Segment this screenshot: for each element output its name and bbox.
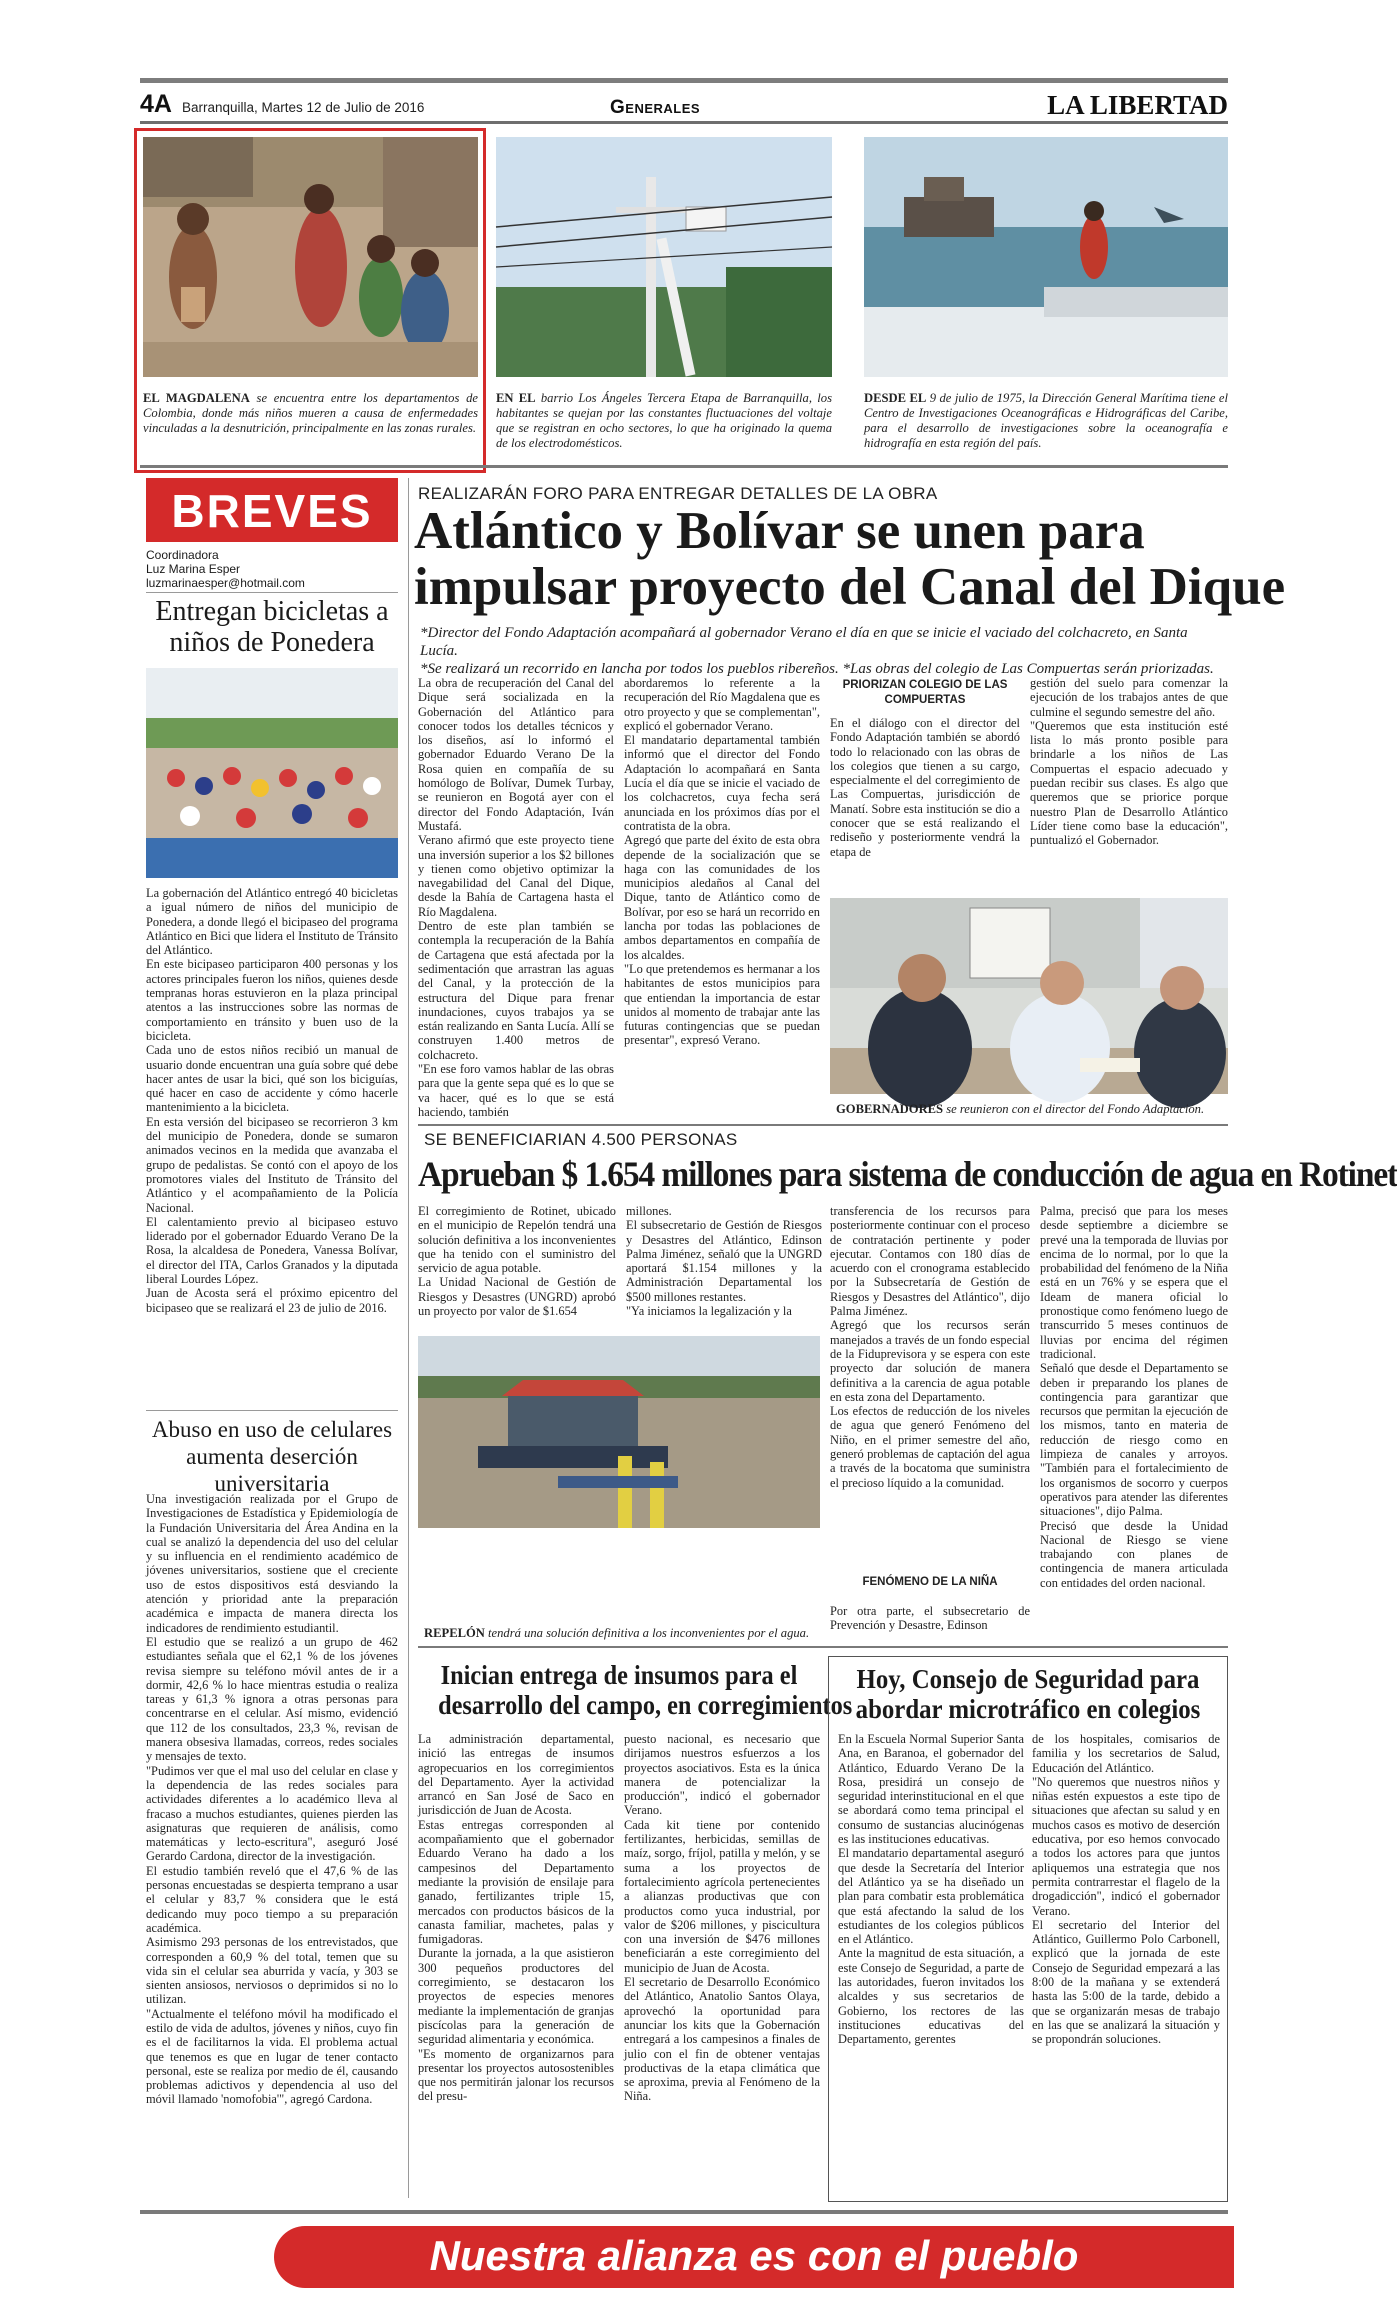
rotinet-column-3: transferencia de los recursos para posteriormente continuar con el proceso de contratación pertinente y poder ejecutar. Contamos con 180 días de acuerdo con el cronograma establecido por la Subsecretaría de Gestión de Riesgos y Desastres del Atlántico", dijo Palma Jiménez. Agregó que los recursos serán manejados a través de un fondo especial de la Fiduprevisora y se espera con este proyecto dar solución de manera definitiva a la carencia de agua potable en esta zona del Departamento. Los efectos de reducción de los niveles de agua que generó Fenómeno del Niño, en el primer semestre del año, generó problemas de captación del agua a través de la bocatoma que suministra el precioso líquido a la comunidad. bbox=[830, 1204, 1030, 1490]
consejo-column-2: de los hospitales, comisarios de familia y los secretarios de Salud, Educación del Atlántico. "No queremos que nuestros niños y niñas estén expuestos a este tipo de situaciones que afectan su salud y en muchos casos es motivo de deserción educativa, por eso hemos convocado a todos los actores para que juntos apliquemos una estrategia que nos permita contrarrestar el flagelo de la drogadicción", indicó el gobernador Verano. El secretario del Interior del Atlántico, Guillermo Polo Carbonell, explicó que la jornada de este Consejo de Seguridad empezará a las 8:00 de la mañana y se extenderá hasta las 5:00 de la tarde, debido a que se organizarán mesas de trabajo en las que se analizará la situación y se propondrán soluciones. bbox=[1032, 1732, 1220, 2047]
insumos-column-1: La administración departamental, inició las entregas de insumos agropecuarios en los corregimientos del Departamento. Ayer la actividad arrancó en San José de Saco en jurisdicción de Juan de Acosta. Estas entregas corresponden al acompañamiento que el gobernador Eduardo Verano ha dado a los campesinos del Departamento mediante la provisión de ensilaje para ganado, fertilizantes triple 15, mercados con productos básicos de la canasta familiar, machetes, palas y fumigadoras. Durante la jornada, a la que asistieron 300 pequeños productores del corregimiento, se destacaron los proyectos de especies menores mediante la implementación de granjas piscícolas para la generación de seguridad alimentaria y económica. "Es momento de organizarnos para presentar los proyectos autosostenibles que nos permitirán jalonar los recursos del presu- bbox=[418, 1732, 614, 2104]
photo-power-lines bbox=[496, 137, 832, 377]
breves-story1-body: La gobernación del Atlántico entregó 40 bicicletas a igual número de niños del municipio de Ponedera, a donde llegó el bicipaseo del programa Atlántico en Bici que lidera el Instituto de Tránsito del Atlántico. En este bicipaseo participaron 400 personas y los actores principales fueron los niños, quienes desde tempranas horas estuvieron en la plaza principal atentos a las instrucciones sobre las normas de comportamiento en tránsito y buen uso de la bicicleta. Cada uno de estos niños recibió un manual de usuario donde encuentran una guía sobre qué debe hacer antes de usar la bici, qué son los biciguías, qué hacer en caso de accidente y cómo hacerle mantenimiento a la bicicleta. En esta versión del bicipaseo se recorrieron 3 km del municipio de Ponedera, donde se sumaron animados vecinos en la medida que avanzaba el grupo de pedalistas. Se contó con el apoyo de los promotores viales del Instituto de Tránsito del Atlántico y el acompañamiento de la Policía Nacional. El calentamiento previo al bicipaseo estuvo liderado por el gobernador Eduardo Verano De la Rosa, la alcaldesa de Ponedera, Vanessa Bolívar, el director del ITA, Carlos Granados y la diputada liberal Lourdes López. Juan de Acosta será el próximo epicentro del bicipaseo que se realizará el 23 de julio de 2016. bbox=[146, 886, 398, 1315]
footer-slogan-banner bbox=[274, 2226, 1234, 2288]
rotinet-kicker: SE BENEFICIARIAN 4.500 PERSONAS bbox=[424, 1130, 738, 1149]
breves-banner bbox=[146, 478, 398, 542]
breves-coordinator-email[interactable]: luzmarinaesper@hotmail.com bbox=[146, 576, 305, 590]
photo-caption-repelon: REPELÓN tendrá una solución definitiva a los inconvenientes por el agua. bbox=[424, 1626, 810, 1640]
photo-children-magdalena bbox=[143, 137, 478, 377]
section-name: Generales bbox=[610, 97, 701, 118]
lead-column-3: En el diálogo con el director del Fondo Adaptación también se abordó todo lo relacionado con las obras de los colegios que tienen a su cargo, especialmente el del corregimiento de Las Compuertas, jurisdicción de Manatí. Sobre esta institución se dio a conocer que se está realizando el rediseño y posteriormente vendrá la etapa de bbox=[830, 716, 1020, 859]
page-number: 4A bbox=[140, 90, 172, 118]
rotinet-column-4: Palma, precisó que para los meses desde septiembre a diciembre se prevé una la temporada de lluvias por encima de lo normal, por lo que la probabilidad del fenómeno de la Niña está en un 76% y se espera que el Ideam de manera oficial lo pronostique como fenómeno luego de transcurrido 5 meses continuos de lluvias por encima del régimen tradicional. Señaló que desde el Departamento se deben ir preparando los planes de contingencia para garantizar que recursos que permitan la ejecución de los mismos, tanto en materia de reducción de riesgo como en limpieza de canales y arroyos. "También para el fortalecimiento de los organismos de socorro y cuerpos operativos para atender las diferentes situaciones", dijo Palma. Precisó que desde la Unidad Nacional de Riesgo se viene trabajando con planes de contingencia de manera articulada con entidades del orden nacional. bbox=[1040, 1204, 1228, 1590]
insumos-column-2: puesto nacional, es necesario que dirijamos nuestros esfuerzos a los proyectos asociativos. Esta es la única manera de potencializar la producción", indicó el gobernador Verano. Cada kit tiene por contenido fertilizantes, herbicidas, semillas de maíz, sorgo, fríjol, patilla y melón, y se suma a los proyectos de fortalecimiento agrícola pertenecientes a alianzas productivas que con productos como yuca industrial, por valor de $206 millones, y piscicultura con una inversión de $476 millones beneficiarán a este corregimiento del municipio de Juan de Acosta. El secretario de Desarrollo Económico del Atlántico, Anatolio Santos Olaya, aprovechó la oportunidad para anunciar los kits que la Gobernación entregará a los campesinos a finales de julio con el fin de obtener ventajas productivas de la etapa climática que se aproxima, previa al Fenómeno de la Niña. bbox=[624, 1732, 820, 2104]
insumos-headline-line1: Inician entrega de insumos para el bbox=[440, 1660, 798, 1690]
lead-bottom-rule bbox=[418, 1124, 1228, 1126]
rotinet-column-2: millones. El subsecretario de Gestión de Riesgos y Desastres del Atlántico, Edinson Palma Jiménez, señaló que la UNGRD aportará $1.154 millones y la Administración Departamental los $500 millones restantes. "Ya iniciamos la legalización y la bbox=[626, 1204, 822, 1319]
photo-caption-power-lines: EN EL barrio Los Ángeles Tercera Etapa de Barranquilla, los habitantes se quejan por las constantes fluctuaciones del voltaje que se registran en ocho sectores, lo que ha originado la quema de los electrodomésticos. bbox=[496, 391, 832, 450]
header-bottom-rule bbox=[140, 121, 1228, 124]
photo-maritime-ship bbox=[864, 137, 1228, 377]
lead-deck: *Director del Fondo Adaptación acompañará al gobernador Verano el día en que se inicie el vaciado del colchacreto, en Santa Lucía. *Se realizará un recorrido en lancha por todos los pueblos ribereños. *Las obras del colegio de Las Compuertas serán priorizadas. bbox=[420, 625, 1214, 677]
rotinet-column-3b: Por otra parte, el subsecretario de Prevención y Desastre, Edinson bbox=[830, 1604, 1030, 1633]
breves-story2-title: Abuso en uso de celulares aumenta deserción universitaria bbox=[151, 1417, 393, 1496]
lead-kicker: REALIZARÁN FORO PARA ENTREGAR DETALLES DE LA OBRA bbox=[418, 484, 938, 503]
breves-story1-title: Entregan bicicletas a niños de Ponedera bbox=[155, 596, 389, 658]
rotinet-bottom-rule bbox=[418, 1646, 1228, 1648]
breves-title: BREVES bbox=[171, 485, 373, 537]
header-top-rule bbox=[140, 78, 1228, 83]
photo-bicycles-ponedera bbox=[146, 668, 398, 878]
dateline: Barranquilla, Martes 12 de Julio de 2016 bbox=[182, 100, 425, 115]
consejo-headline-line1: Hoy, Consejo de Seguridad para bbox=[856, 1664, 1200, 1694]
footer-rule bbox=[140, 2210, 1228, 2214]
breves-column-divider bbox=[408, 478, 409, 2198]
breves-rule-2 bbox=[146, 1410, 398, 1411]
breves-rule-1 bbox=[146, 592, 398, 593]
brand-logo: LA LIBERTAD bbox=[1047, 90, 1228, 120]
lead-column-3-subhead: PRIORIZAN COLEGIO DE LAS COMPUERTAS bbox=[842, 679, 1008, 706]
lead-column-4: gestión del suelo para comenzar la ejecución de los trabajos antes de que culmine el segundo semestre del año. "Queremos que esta institución esté lista lo más pronto posible para brindarle a los niños de Las Compuertas el espacio adecuado y puedan recibir sus clases. Es algo que queremos que se priorice porque nuestro Plan de Desarrollo Atlántico Líder tiene como base la educación", puntualizó el Gobernador. bbox=[1030, 676, 1228, 848]
breves-coordinator-label: Coordinadora bbox=[146, 548, 219, 562]
breves-coordinator-name: Luz Marina Esper bbox=[146, 562, 241, 576]
insumos-headline-line2: desarrollo del campo, en corregimientos bbox=[438, 1690, 853, 1720]
photo-repelon-water bbox=[418, 1336, 820, 1528]
lead-headline-line1: Atlántico y Bolívar se unen para bbox=[414, 502, 1145, 560]
rotinet-column-3-subhead: FENÓMENO DE LA NIÑA bbox=[862, 1576, 998, 1588]
rotinet-headline: Aprueban $ 1.654 millones para sistema de conducción de agua en Rotinet bbox=[418, 1154, 1397, 1194]
photo-caption-maritime: DESDE EL 9 de julio de 1975, la Dirección General Marítima tiene el Centro de Investigaciones Oceanográficas e Hidrográficas del Caribe, para el desarrollo de investigaciones sobre la oceanografía e hidrografía en esta región del país. bbox=[864, 391, 1228, 450]
top-section-rule bbox=[140, 465, 1228, 468]
lead-column-2: abordaremos lo referente a la recuperación del Río Magdalena que es otro proyecto y que se complementan", explicó el gobernador Verano. El mandatario departamental también informó que el director del Fondo Adaptación lo acompañará en Santa Lucía el día que se inicie el vaciado de los colchacretos, cuya fecha será anunciada en los próximos días por el contratista de la obra. Agregó que parte del éxito de esta obra depende de la socialización que se haga con las comunidades de los municipios aledaños al Canal del Dique, tanto de Atlántico como de Bolívar, por eso se hará un recorrido en lancha por todas las poblaciones de ambos departamentos en compañía de los alcaldes. "Lo que pretendemos es hermanar a los habitantes de estos municipios para que entiendan la importancia de estar unidos al momento de trabajar ante las futuras contingencias que se puedan presentar", expresó Verano. bbox=[624, 676, 820, 1048]
lead-column-1: La obra de recuperación del Canal del Dique será socializada en la Gobernación del Atlántico para conocer todos los detalles técnicos y los diseños, así lo informó el gobernador Eduardo Verano De la Rosa quien en compañía de su homólogo de Bolívar, Dumek Turbay, se reunieron en Bogotá ayer con el director del Fondo Adaptación, Iván Mustafá. Verano afirmó que este proyecto tiene una inversión superior a los $2 billones y tienen como objetivo optimizar la navegabilidad del Canal del Dique, desde la Bahía de Cartagena hasta el Río Magdalena. Dentro de este plan también se contempla la recuperación de la Bahía de Cartagena que está afectada por la sedimentación que arrastran las aguas del Canal, y la protección de la estructura del Dique para frenar inundaciones, cuyos trabajos ya se están realizando en Santa Lucía. Allí se construyen 1.400 metros de colchacreto. "En ese foro vamos hablar de las obras para que la gente sepa qué es lo que se va hacer, qué es lo que se está haciendo, también bbox=[418, 676, 614, 1119]
lead-headline-line2: impulsar proyecto del Canal del Dique bbox=[414, 558, 1286, 616]
photo-caption-magdalena: EL MAGDALENA se encuentra entre los departamentos de Colombia, donde más niños mueren a causa de enfermedades vinculadas a la desnutrición, principalmente en las zonas rurales. bbox=[143, 391, 478, 435]
breves-story2-body: Una investigación realizada por el Grupo de Investigaciones de Estadística y Epidemiología de la Fundación Universitaria del Área Andina en la cual se analizó la dependencia del uso del celular y su influencia en el rendimiento académico de jóvenes universitarios, sostiene que el creciente uso de estos dispositivos está desviando la atención y prioridad ante la preparación académica e impacta de manera directa los indicadores de rendimiento estudiantil. El estudio que se realizó a un grupo de 462 estudiantes señala que el 62,1 % de los jóvenes revisa siempre su teléfono móvil antes de ir a dormir, 42,6 % lo hace mientras estudia o realiza tareas y 61,3 % ignora a otras personas para concentrarse en el celular. Así mismo, evidenció que 112 de los consultados, 23,3 %, revisan de manera obsesiva llamadas, correos, redes sociales y mensajes de texto. "Pudimos ver que el mal uso del celular en clase y la dependencia de las redes sociales para actividades diferentes a lo académico lleva al fracaso a muchos estudiantes, quienes pierden las asignaturas que requieren de análisis, como matemáticas y lecto-escritura", aseguró José Gerardo Cardona, director de la investigación. El estudio también reveló que el 47,6 % de las personas encuestadas se despierta temprano a usar el celular y 83,7 % considera que le está dedicando muy poco tiempo a su preparación académica. Asimismo 293 personas de los entrevistados, que corresponden a 60,9 % del total, temen que su vida sin el celular sea aburrida y vacía, y 303 se sienten ansiosos, nerviosos o deprimidos si no lo utilizan. "Actualmente el teléfono móvil ha modificado el estilo de vida de adultos, jóvenes y niños, cuyo fin es el de facilitarnos la vida. El problema actual que tenemos es que en lugar de tener contacto personal, este se realiza por medio de él, causando problemas adictivos y dependencia al uso del móvil llamado 'nomofobia'", agregó Cardona. bbox=[146, 1492, 398, 2107]
photo-caption-governors: GOBERNADORES se reunieron con el director del Fondo Adaptación. bbox=[836, 1102, 1205, 1116]
rotinet-column-1: El corregimiento de Rotinet, ubicado en el municipio de Repelón tendrá una solución definitiva a los inconvenientes que ha tenido con el suministro del servicio de agua potable. La Unidad Nacional de Gestión de Riesgos y Desastres (UNGRD) aprobó un proyecto por valor de $1.654 bbox=[418, 1204, 616, 1319]
consejo-column-1: En la Escuela Normal Superior Santa Ana, en Baranoa, el gobernador del Atlántico, Eduardo Verano De la Rosa, presidirá un consejo de seguridad interinstitucional en el que se abordará como tema principal el consumo de sustancias alucinógenas es las instituciones educativas. El mandatario departamental aseguró que desde la Secretaría del Interior del Atlántico ya se ha diseñado un plan para combatir esta problemática que está afectando la salud de los estudiantes de los colegios públicos en el Atlántico. Ante la magnitud de esta situación, a este Consejo de Seguridad, a parte de las autoridades, fueron invitados los alcaldes y sus secretarios de Gobierno, los rectores de las instituciones educativas del Departamento, gerentes bbox=[838, 1732, 1024, 2047]
photo-governors-meeting bbox=[830, 898, 1228, 1094]
consejo-headline-line2: abordar microtráfico en colegios bbox=[855, 1694, 1201, 1724]
footer-slogan: Nuestra alianza es con el pueblo bbox=[429, 2232, 1079, 2279]
